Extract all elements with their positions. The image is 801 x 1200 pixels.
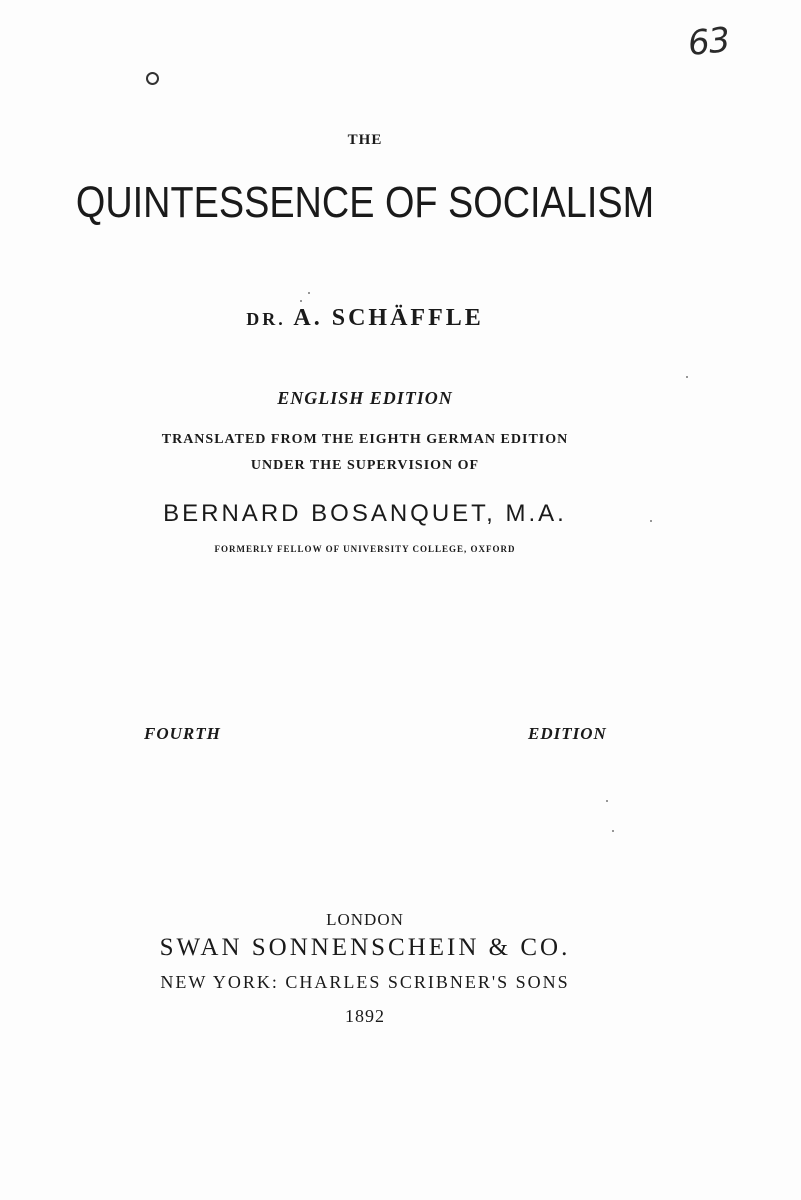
author-prefix: DR. — [246, 309, 286, 329]
paper-speck — [308, 292, 310, 294]
translation-line: TRANSLATED FROM THE EIGHTH GERMAN EDITION — [161, 432, 569, 447]
co-publisher: NEW YORK: CHARLES SCRIBNER'S SONS — [160, 972, 570, 992]
publisher-name: SWAN SONNENSCHEIN & CO. — [159, 934, 571, 961]
paper-speck — [612, 830, 614, 832]
book-title: QUINTESSENCE OF SOCIALISM — [75, 178, 655, 227]
edition-number: FOURTH — [144, 724, 221, 743]
supervisor-affiliation: FORMERLY FELLOW OF UNIVERSITY COLLEGE, OXFORD — [214, 544, 516, 554]
edition-word: EDITION — [528, 724, 607, 743]
handwritten-page-number: 63 — [686, 19, 732, 65]
paper-speck — [606, 800, 608, 802]
paper-speck — [686, 376, 688, 378]
supervision-line: UNDER THE SUPERVISION OF — [250, 458, 480, 473]
author-line — [0, 305, 730, 332]
imprint-city: LONDON — [326, 910, 404, 929]
paper-speck — [650, 520, 652, 522]
publication-year: 1892 — [345, 1006, 385, 1026]
supervisor-name: BERNARD BOSANQUET, M.A. — [163, 500, 567, 527]
ink-circle-mark — [146, 72, 159, 85]
author-name: A. SCHÄFFLE — [293, 305, 484, 331]
paper-speck — [300, 300, 302, 302]
english-edition-label: ENGLISH EDITION — [277, 388, 453, 408]
title-article: THE — [347, 132, 383, 148]
